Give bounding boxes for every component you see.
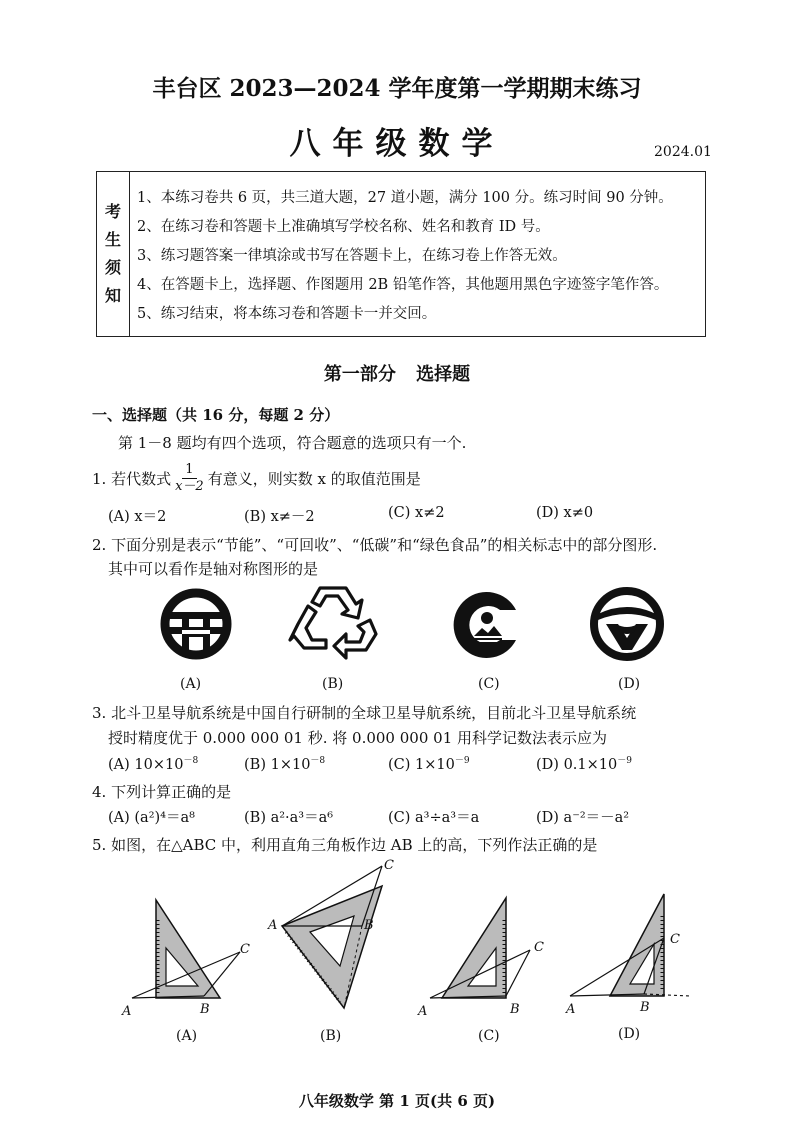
q1-stem-after: 有意义，则实数 x 的取值范围是 [207,470,421,488]
q5-label-d: (D) [618,1026,641,1042]
q5b-point-c: C [384,858,394,873]
q2-label-c: (C) [478,676,500,692]
question-1-stem [92,462,421,495]
q3-option-a-exp: －8 [183,756,199,766]
q5d-point-c: C [670,932,680,947]
notice-heading-char: 知 [104,286,121,305]
q3-option-a-label: (A) [108,756,130,773]
section-note: 第 1－8 题均有四个选项，符合题意的选项只有一个. [118,434,467,452]
q4-option-b: (B) a²·a³＝a⁶ [244,810,334,826]
q4-option-c: (C) a³÷a³＝a [388,810,480,826]
low-carbon-logo-icon [448,588,522,662]
q5-figure-d [560,888,700,1018]
q5d-point-b: B [640,1000,650,1015]
green-food-logo-icon [588,586,666,662]
subject-title: 八年级数学 [289,126,505,162]
q5-figure-c [420,890,550,1020]
q1-stem-before: 1. 若代数式 [92,470,172,488]
notice-heading-char: 考 [104,202,121,221]
q3-option-a-base: 10×10 [134,756,184,773]
q5a-point-b: B [200,1002,210,1017]
q3-option-c [388,753,470,773]
q1-fraction [175,462,204,495]
q3-option-d [536,753,632,773]
notice-list [137,184,699,329]
q1-fraction-denominator: x－2 [175,479,204,494]
q1-option-c: (C) x≠2 [388,505,445,521]
q5-label-a: (A) [176,1028,198,1044]
q3-option-d-base: 0.1×10 [563,756,618,773]
notice-heading [97,172,130,336]
q5a-point-a: A [122,1004,132,1019]
exam-title: 丰台区 2023—2024 学年度第一学期期末练习 [152,75,642,102]
q3-option-b [244,753,325,773]
notice-item: 3、练习题答案一律填涂或书写在答题卡上，在练习卷上作答无效。 [137,248,567,264]
section-title: 一、选择题（共 16 分，每题 2 分） [92,406,340,424]
q3-option-d-label: (D) [536,756,559,773]
q5c-point-b: B [510,1002,520,1017]
question-3-line1: 3. 北斗卫星导航系统是中国自行研制的全球卫星导航系统，目前北斗卫星导航系统 [92,704,637,722]
notice-item: 5、练习结束，将本练习卷和答题卡一并交回。 [137,306,437,322]
q5-figure-a [120,890,260,1020]
q3-option-c-label: (C) [388,756,411,773]
q2-label-b: (B) [322,676,344,692]
notice-item: 4、在答题卡上，选择题、作图题用 2B 铅笔作答，其他题用黑色字迹签字笔作答。 [137,277,669,293]
q5a-point-c: C [240,942,250,957]
q3-option-a [108,753,198,773]
notice-item: 1、本练习卷共 6 页，共三道大题，27 道小题，满分 100 分。练习时间 90 分钟。 [137,190,673,206]
q3-option-b-base: 1×10 [270,756,311,773]
notice-item: 2、在练习卷和答题卡上准确填写学校名称、姓名和教育 ID 号。 [137,219,550,235]
q4-option-d: (D) a⁻²＝－a² [536,810,630,826]
question-2-line2: 其中可以看作是轴对称图形的是 [108,560,319,578]
q3-option-b-label: (B) [244,756,266,773]
recycle-logo-icon [290,584,376,660]
energy-saving-logo-icon [160,588,232,660]
q1-option-a: (A) x＝2 [108,509,167,525]
q5c-point-c: C [534,940,544,955]
q2-label-d: (D) [618,676,641,692]
q4-option-a: (A) (a²)⁴＝a⁸ [108,810,195,826]
q3-option-d-exp: －9 [617,756,632,766]
page-footer: 八年级数学 第 1 页(共 6 页) [298,1092,496,1110]
q3-option-c-base: 1×10 [415,756,455,773]
q5-label-c: (C) [478,1028,500,1044]
q5b-point-a: A [268,918,278,933]
question-4-stem: 4. 下列计算正确的是 [92,783,232,801]
candidate-notice-box [96,171,706,337]
notice-heading-char: 生 [104,230,121,249]
question-3-line2: 授时精度优于 0.000 000 01 秒. 将 0.000 000 01 用科学记数法表示应为 [108,729,608,747]
q3-option-c-exp: －9 [454,756,470,766]
q5c-point-a: A [418,1004,428,1019]
notice-heading-char: 须 [104,258,121,277]
q5d-point-a: A [566,1002,576,1017]
part-title: 第一部分 选择题 [323,364,471,385]
exam-date: 2024.01 [654,144,712,160]
q5-label-b: (B) [320,1028,342,1044]
question-5-stem: 5. 如图，在△ABC 中，利用直角三角板作边 AB 上的高，下列作法正确的是 [92,836,598,854]
q5b-point-b: B [364,918,374,933]
q1-option-b: (B) x≠－2 [244,509,315,525]
q3-option-b-exp: －8 [310,756,326,766]
q1-fraction-numerator: 1 [182,462,196,479]
q5-figure-b [270,862,400,1022]
q1-option-d: (D) x≠0 [536,505,594,521]
q2-label-a: (A) [180,676,202,692]
question-2-line1: 2. 下面分别是表示“节能”、“可回收”、“低碳”和“绿色食品”的相关标志中的部分图形. [92,536,658,554]
